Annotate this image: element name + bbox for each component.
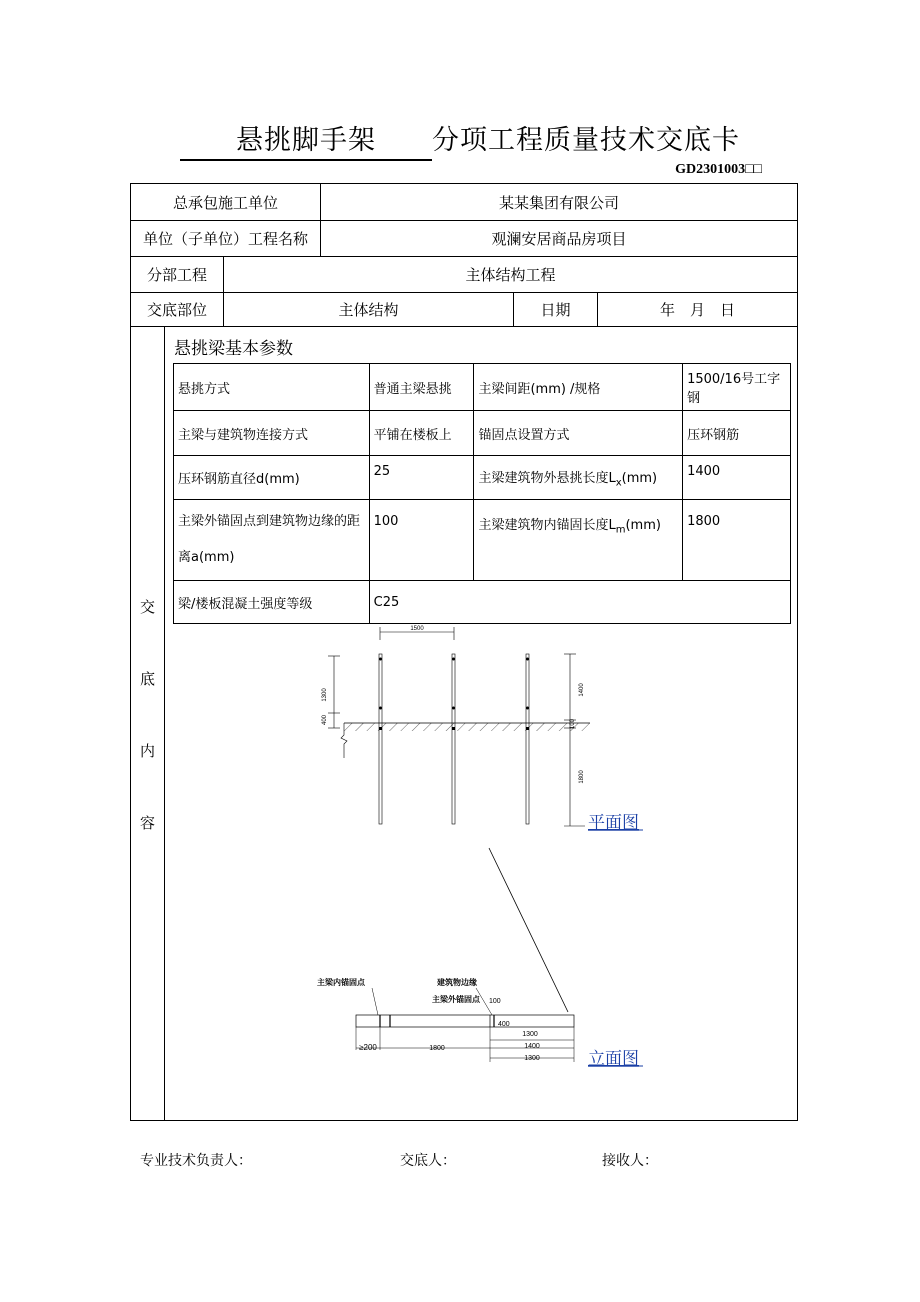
elevation-view-link[interactable]: 立面图 <box>588 1049 639 1069</box>
connect-value: 平铺在楼板上 <box>369 411 474 456</box>
document-code: GD2301003□□ <box>675 162 762 177</box>
date-value: 年 月 日 <box>659 301 735 319</box>
anchor-label: 锚固点设置方式 <box>474 411 683 456</box>
elevation-view <box>317 977 643 1069</box>
dim-1800: 1800 <box>579 770 585 784</box>
side-char: 容 <box>139 814 155 832</box>
connect-label: 主梁与建筑物连接方式 <box>174 411 370 456</box>
title-underlined: 悬挑脚手架 <box>180 118 432 161</box>
beam <box>526 654 529 824</box>
elev-dim-400: 400 <box>498 1021 510 1028</box>
label-outer-anchor: 主梁外锚固点 <box>432 995 480 1004</box>
leader-line <box>489 848 568 1012</box>
elev-dim-100: 100 <box>489 998 501 1005</box>
label-building-edge: 建筑物边缘 <box>437 978 477 987</box>
spacing-label: 主梁间距(mm) /规格 <box>474 364 683 411</box>
spacing-value: 1500/16号工字钢 <box>683 364 791 411</box>
lm-label: 主梁建筑物内锚固长度$L_m(mm)$ <box>474 500 683 581</box>
receiver-signature: 接收人： <box>602 1153 658 1169</box>
discloser-signature: 交底人： <box>400 1153 456 1169</box>
division-value: 主体结构工程 <box>465 266 556 284</box>
dim-1400: 1400 <box>579 683 585 697</box>
date-label: 日期 <box>540 301 571 319</box>
method-value: 普通主梁悬挑 <box>369 364 474 411</box>
project-label: 单位（子单位）工程名称 <box>142 230 308 248</box>
cantilever-beams <box>379 654 529 824</box>
division-label: 分部工程 <box>146 266 207 284</box>
side-char: 底 <box>139 670 155 688</box>
part-value: 主体结构 <box>338 301 399 319</box>
contractor-label: 总承包施工单位 <box>172 193 278 212</box>
method-label: 悬挑方式 <box>174 364 370 411</box>
plan-view <box>322 626 643 833</box>
lm-value: 1800 <box>683 500 791 581</box>
rebar-value: 25 <box>369 456 474 500</box>
a-value: 100 <box>369 500 474 581</box>
label-inner-anchor: 主梁内锚固点 <box>317 978 365 987</box>
elev-dim-1800: 1800 <box>429 1045 445 1052</box>
elev-dim-1400: 1400 <box>524 1043 540 1050</box>
contractor-value: 某某集团有限公司 <box>498 193 619 212</box>
beam-elevation <box>356 1015 574 1027</box>
beam <box>379 654 382 824</box>
elev-dim-1300-bottom: 1300 <box>524 1055 540 1062</box>
lx-label: 主梁建筑物外悬挑长度$L_x(mm)$ <box>474 456 683 500</box>
section-title: 悬挑梁基本参数 <box>174 339 293 359</box>
anchor-value: 压环钢筋 <box>683 411 791 456</box>
dim-100: 100 <box>570 718 576 730</box>
beam <box>452 654 455 824</box>
tech-lead-signature: 专业技术负责人： <box>140 1153 252 1169</box>
dim-1300: 1300 <box>322 688 328 702</box>
side-char: 交 <box>139 598 155 616</box>
part-label: 交底部位 <box>146 301 207 319</box>
dim-400: 400 <box>322 714 328 726</box>
dim-spacing: 1500 <box>410 626 424 632</box>
grade-label: 梁/楼板混凝土强度等级 <box>174 581 370 624</box>
lx-value: 1400 <box>683 456 791 500</box>
rebar-label: 压环钢筋直径d(mm) <box>174 456 370 500</box>
elev-dim-1300-top: 1300 <box>522 1031 538 1038</box>
plan-view-link[interactable]: 平面图 <box>588 813 639 833</box>
elev-dim-min: ≥200 <box>359 1043 377 1052</box>
side-char: 内 <box>139 742 155 760</box>
grade-value: C25 <box>369 581 790 624</box>
title-rest: 分项工程质量技术交底卡 <box>432 125 740 156</box>
project-value: 观澜安居商品房项目 <box>491 230 627 248</box>
a-label: 主梁外锚固点到建筑物边缘的距离a(mm) <box>174 500 370 581</box>
